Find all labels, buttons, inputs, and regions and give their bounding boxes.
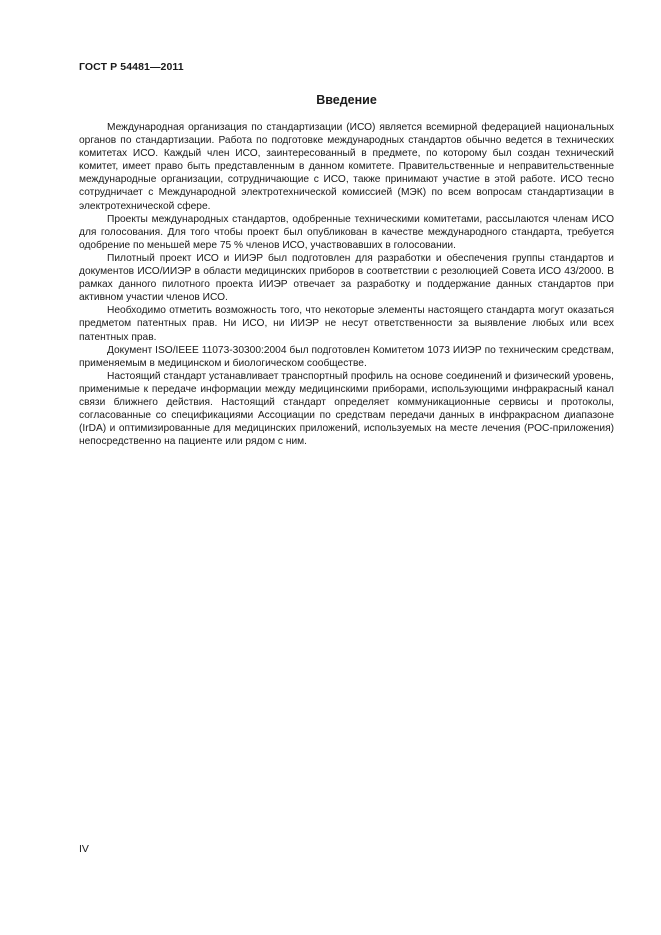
paragraph-5: Документ ISO/IEEE 11073-30300:2004 был подготовлен Комитетом 1073 ИИЭР по техническим средствам, применяемым в медицинском и биологическом сообществе. [79, 344, 614, 369]
paragraph-2: Проекты международных стандартов, одобренные техническими комитетами, рассылаются членам ИСО для голосования. Для того чтобы проект был опубликован в качестве международного стандарта, требуется одобрение по меньшей мере 75 % членов ИСО, участвовавших в голосовании. [79, 213, 614, 251]
introduction-body [79, 121, 614, 448]
paragraph-4: Необходимо отметить возможность того, что некоторые элементы настоящего стандарта могут оказаться предметом патентных прав. Ни ИСО, ни ИИЭР не несут ответственности за выявление любых или всех патентных прав. [79, 305, 614, 343]
paragraph-1: Международная организация по стандартизации (ИСО) является всемирной федерацией национальных органов по стандартизации. Работа по подготовке международных стандартов обычно ведется в технических комитетах ИСО. Каждый член ИСО, заинтересованный в предмете, по которому был создан технический комитет, имеет право быть представленным в данном комитете. Правительственные и неправительственные международные организации, сотрудничающие с ИСО, также принимают участие в этой работе. ИСО тесно сотрудничает с Международной электротехнической комиссией (МЭК) по всем вопросам стандартизации в электротехнической сфере. [79, 122, 614, 212]
paragraph-6: Настоящий стандарт устанавливает транспортный профиль на основе соединений и физический уровень, применимые к передаче информации между медицинскими приборами, использующими инфракрасный канал связи ближнего действия. Настоящий стандарт определяет коммуникационные сервисы и протоколы, согласованные со спецификациями Ассоциации по средствам передачи данных в инфракрасном диапазоне (IrDA) и оптимизированные для медицинских приложений, используемых на месте лечения (POC-приложения) непосредственно на пациенте или рядом с ним. [79, 370, 614, 448]
section-title: Введение [316, 93, 377, 107]
page-number: IV [79, 843, 89, 855]
document-header-code: ГОСТ Р 54481—2011 [79, 61, 184, 73]
paragraph-3: Пилотный проект ИСО и ИИЭР был подготовлен для разработки и обеспечения группы стандартов и документов ИСО/ИИЭР в области медицинских приборов в соответствии с резолюцией Совета ИСО 43/2000. В рамках данного пилотного проекта ИИЭР отвечает за разработку и поддержание данных стандартов при активном участии членов ИСО. [79, 252, 614, 304]
